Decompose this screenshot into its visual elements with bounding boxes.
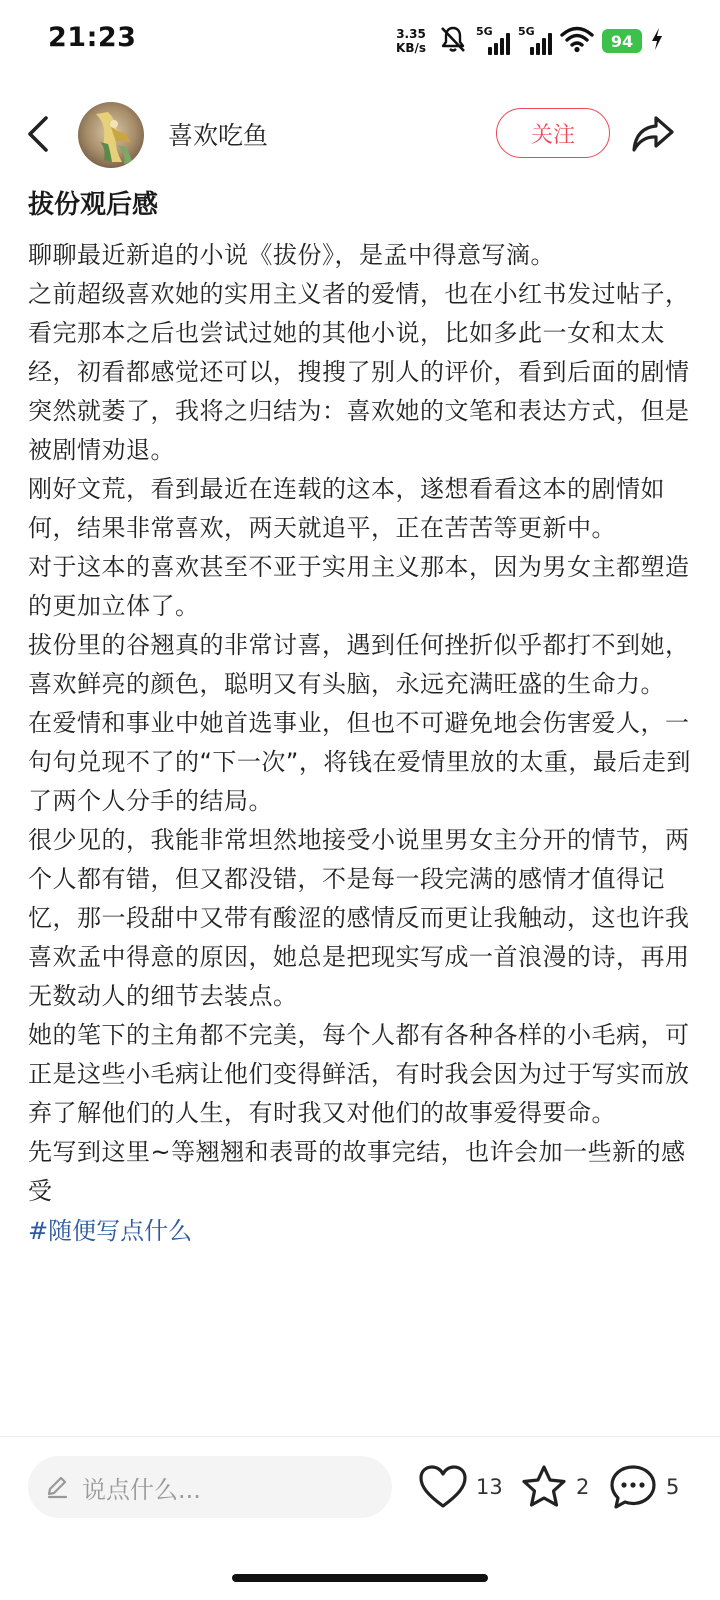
- post-paragraph: 对于这本的喜欢甚至不亚于实用主义那本，因为男女主都塑造的更加立体了。: [28, 553, 690, 620]
- post-title: 拔份观后感: [28, 190, 159, 220]
- battery-icon: 94: [602, 29, 642, 53]
- follow-button[interactable]: 关注: [496, 108, 610, 158]
- author-avatar[interactable]: [78, 102, 144, 168]
- sim1-signal-icon: [476, 27, 510, 55]
- post-content: [28, 182, 696, 1251]
- star-icon: [520, 1464, 568, 1510]
- post-paragraph: 先写到这里~等翘翘和表哥的故事完结，也许会加一些新的感受: [28, 1138, 686, 1205]
- comment-count: 5: [666, 1475, 680, 1499]
- post-paragraph: 聊聊最近新追的小说《拔份》，是孟中得意写滴。: [28, 241, 555, 269]
- comment-placeholder: 说点什么...: [82, 1475, 201, 1504]
- post-paragraph: 她的笔下的主角都不完美，每个人都有各种各样的小毛病，可正是这些小毛病让他们变得鲜活，有时我会因为过于写实而放弃了解他们的人生，有时我又对他们的故事爱得要命。: [28, 1021, 690, 1127]
- network-speed-value: 3.35: [396, 27, 426, 41]
- post-paragraph: 拔份里的谷翘真的非常讨喜，遇到任何挫折似乎都打不到她，喜欢鲜亮的颜色，聪明又有头脑，永远充满旺盛的生命力。: [28, 631, 690, 698]
- post-paragraph: 很少见的，我能非常坦然地接受小说里男女主分开的情节，两个人都有错，但又都没错，不是每一段完满的感情才值得记忆，那一段甜中又带有酸涩的感情反而更让我触动，这也许我喜欢孟中得意的原因，她总是把现实写成一首浪漫的诗，再用无数动人的细节去装点。: [28, 826, 690, 1010]
- like-button[interactable]: [418, 1462, 503, 1512]
- back-button[interactable]: [20, 112, 60, 156]
- like-count: 13: [476, 1475, 503, 1499]
- comment-button[interactable]: [608, 1462, 679, 1512]
- sim2-network-type: 5G: [518, 25, 535, 38]
- heart-icon: [418, 1464, 468, 1510]
- home-indicator[interactable]: [232, 1574, 488, 1582]
- comment-bubble-icon: [608, 1463, 658, 1511]
- share-button[interactable]: [630, 112, 676, 156]
- network-speed: [396, 27, 426, 55]
- collect-count: 2: [576, 1475, 590, 1499]
- post-paragraph: 刚好文荒，看到最近在连载的这本，遂想看看这本的剧情如何，结果非常喜欢，两天就追平，正在苦苦等更新中。: [28, 475, 665, 542]
- mute-bell-icon: [438, 24, 468, 58]
- status-icons: [396, 24, 664, 58]
- sim1-network-type: 5G: [476, 25, 493, 38]
- charging-icon: [650, 27, 664, 55]
- post-paragraph: 在爱情和事业中她首选事业，但也不可避免地会伤害爱人，一句句兑现不了的“下一次”，将钱在爱情里放的太重，最后走到了两个人分手的结局。: [28, 709, 691, 815]
- post-body: [28, 236, 696, 1211]
- share-icon: [630, 112, 676, 156]
- status-time: 21:23: [48, 22, 137, 53]
- back-arrow-icon: [20, 112, 60, 156]
- comment-input[interactable]: [28, 1456, 392, 1518]
- wifi-icon: [560, 25, 594, 57]
- post-paragraph: 之前超级喜欢她的实用主义者的爱情，也在小红书发过帖子，看完那本之后也尝试过她的其他小说，比如多此一女和太太经，初看都感觉还可以，搜搜了别人的评价，看到后面的剧情突然就萎了，我将之归结为：喜欢她的文笔和表达方式，但是被剧情劝退。: [28, 280, 690, 464]
- pen-icon: [44, 1474, 70, 1500]
- status-bar: [0, 0, 720, 84]
- sim2-signal-icon: [518, 27, 552, 55]
- bottom-divider: [0, 1436, 720, 1437]
- post-header: [0, 96, 720, 176]
- collect-button[interactable]: [520, 1462, 589, 1512]
- author-name[interactable]: 喜欢吃鱼: [168, 121, 269, 150]
- network-speed-unit: KB/s: [396, 41, 426, 55]
- hashtag-link[interactable]: #随便写点什么: [28, 1217, 193, 1245]
